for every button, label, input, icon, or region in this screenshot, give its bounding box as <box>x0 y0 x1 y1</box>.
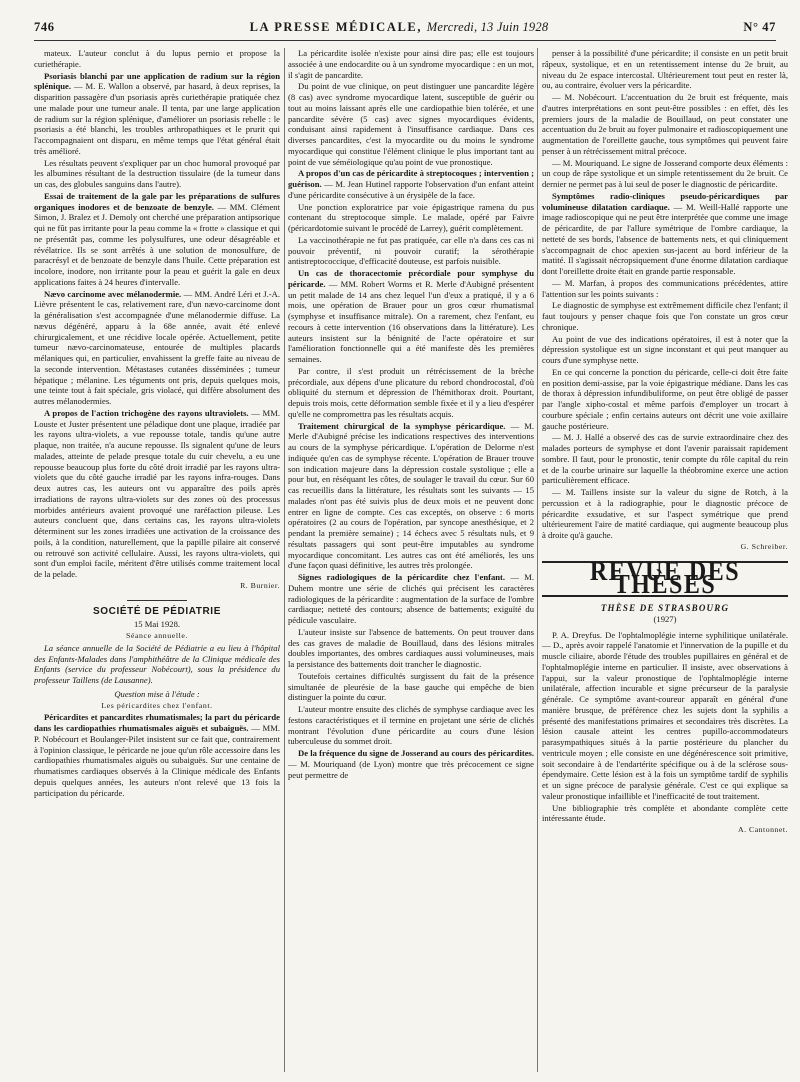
issue-date: Mercredi, 13 Juin 1928 <box>426 19 549 34</box>
article-title: Signes radiologiques de la péricardite chez l'enfant. <box>298 572 506 582</box>
paragraph: La vaccinothérapie ne fut pas pratiquée, car elle n'a dans ces cas ni pouvoir préventif, ni pouvoir curatif; la sérothérapie antistreptococcique, d'efficacité douteuse, est parfois nuisible. <box>288 234 534 267</box>
thesis-end: Une bibliographie très complète et abondante complète cette intéressante étude. <box>542 802 788 824</box>
paragraph: L'auteur montre ensuite des clichés de symphyse cardiaque avec les festons caractéristiques et il termine en projetant une série de clichés montrant l'évolution d'une péricardite au cours d'une lésion tuberculeuse du sommet droit. <box>288 704 534 747</box>
article-body: — MM. P. Nobécourt et Boulanger-Pilet insistent sur ce fait que, contrairement à l'opinion classique, le péricarde ne joue qu'un rôle accessoire dans les cardiopathies rhumatismales aiguës ou subaiguës. Sur une centaine de rhumatismes cardiaques observés à la Clinique médicale des Enfants depuis quelques années, les auteurs n'ont relevé que 13 fois la participation du péricarde. <box>34 723 280 798</box>
article-title: Essai de traitement de la gale par les préparations de sulfures organiques inodores et de benzoate de benzyle. <box>34 190 280 212</box>
article-body: — MM. André Léri et J.-A. Lièvre présentent le cas, relativement rare, d'un nævo-carcinome dont la généralisation s'est accompagnée d'une mélanodermie diffuse. La nævus dégénéré, apparu à la 68e année, avait été enlevé chirurgicalement, et une récidive locale opérée. Actuellement, petite tumeur nævo-carcinomateuse, entourée de multiples placards mélaniques qui, en particulier, envahissent la greffe faite au niveau de la seconde intervention. Métastases cutanées disséminées ; tumeur hépatique ; mélanine. Les téguments ont pris, depuis quelques mois, une teinte tout à fait spéciale, gris violacé, qui diffère absolument des autres mélanodermies. <box>34 288 280 406</box>
society-session: Séance annuelle. <box>126 631 188 640</box>
paragraph: — M. J. Hallé a observé des cas de survie extraordinaire chez des malades porteurs de symphyse et dont l'avenir paraissait rapidement sombre. Il faut, pour le pronostic, tenir compte du rôle capital du rein et de la courbe urinaire sur laquelle la théobromine exerce une action particulièrement efficace. <box>542 432 788 486</box>
article-title: De la fréquence du signe de Josserand au cours des péricardites. <box>298 748 534 758</box>
issue-number: N° 47 <box>743 19 776 34</box>
article-body: — MM. Robert Worms et R. Merle d'Aubigné présentent un petit malade de 14 ans chez lequel l'un d'eux a pratiqué, il y a 6 mois, une opération de Brauer pour un gros cœur rhumatismal (symphyse et insuffisance mitrale). On a rarement, chez l'enfant, eu recours à cette intervention (16 observations dans la littérature). Les auteurs insistent sur la bénignité de l'acte opératoire et sur l'amélioration fonctionnelle qui a été manifeste dès les premières semaines. <box>288 278 534 364</box>
paragraph: La péricardite isolée n'existe pour ainsi dire pas; elle est toujours associée à une endocardite ou à un syndrome myocardique : en un mot, il s'agit de pancardite. <box>288 48 534 80</box>
article-body: — MM. Clément Simon, J. Bralez et J. Demoly ont cherché une préparation antipsorique qui ne fût pas irritante pour la peau comme la « frotte » classique et qui ne présentât pas, comme les polysulfures, une odeur désagréable et révélatrice. Ils se sont arrêtés à une solution de monosulfure, de paracrésyl et de benzoate de benzyle dans l'huile. Cette préparation est incolore, inodore, non irritante pour la peau et guérit la gale en deux applications faites à 24 heures d'intervalle. <box>34 201 280 287</box>
article <box>34 289 280 407</box>
paragraph: Une ponction exploratrice par voie épigastrique ramena du pus contenant du streptocoque simple. Le malade, opéré par Faivre (péricardotomie suivant le procédé de Larrey), guérit complètement. <box>288 201 534 233</box>
paragraph: — M. Nobécourt. L'accentuation du 2e bruit est fréquente, mais d'autres interprétations en sont peut-être possibles : en effet, dès les premiers jours de la maladie de Bouillaud, on peut constater une accentuation du 2e bruit au foyer pulmonaire et radioscopiquement une augmentation de l'oreillette gauche, tous symptômes qui peuvent faire penser à un rétrécissement mitral précoce. <box>542 92 788 156</box>
page-number: 746 <box>34 19 55 34</box>
paragraph: L'auteur insiste sur l'absence de battements. On peut trouver dans des cas graves de maladie de Bouillaud, dans des lésions mitrales doubles importantes, des ombres cardiaques aussi volumineuses, mais la persistance des battements doit trancher le diagnostic. <box>288 626 534 669</box>
paragraph: — M. Mouriquand. Le signe de Josserand comporte deux éléments : un coup de râpe systolique et un simple retentissement du 2e bruit. Ce dernier ne permet pas à lui seul de poser le diagnostic de péricardite. <box>542 157 788 189</box>
article-title: A propos d'un cas de péricardite à streptocoques ; intervention ; guérison. <box>288 168 534 189</box>
article-title: Psoriasis blanchi par une application de radium sur la région splénique. <box>34 70 280 92</box>
article-title: Nævo carcinome avec mélanodermie. <box>44 288 182 299</box>
article-body: — M. Mouriquand (de Lyon) montre que très précocement ce signe peut permettre de <box>288 758 534 780</box>
article <box>34 191 280 288</box>
paragraph: Toutefois certaines difficultés surgissent du fait de la présence simultanée de pleurésie de la base gauche qui empêche de bien distinguer la pointe du cœur. <box>288 670 534 703</box>
journal-name: LA PRESSE MÉDICALE, <box>249 19 423 34</box>
article-title: Un cas de thoracectomie précordiale pour symphyse du péricarde. <box>288 268 534 289</box>
article <box>34 408 280 580</box>
article-title: Péricardites et pancardites rhumatismales; la part du péricarde dans les cardiopathies rhumatismales aiguës et subaiguës. <box>34 712 280 733</box>
paragraph: Au point de vue des indications opératoires, il est à noter que la dépression systolique est un signe inconstant et qui peut manquer au cours d'une symphyse nette. <box>542 333 788 365</box>
signature: G. Schreiber. <box>740 541 788 551</box>
paragraph: — M. Marfan, à propos des communications précédentes, attire l'attention sur les points suivants : <box>542 277 788 299</box>
thesis-year: (1927) <box>653 613 677 624</box>
article <box>288 748 534 780</box>
society-date: 15 Mai 1928. <box>133 619 181 630</box>
paragraph: Par contre, il s'est produit un rétrécissement de la brèche précordiale, aux dépens d'une plicature du rebord chondrocostal, d'où obliquité du sternum et dépression de l'hémithorax droit. Pourtant, depuis trois mois, cette déformation semble fixée et il y a lieu d'espérer qu'elle ne compromettra pas les résultats acquis. <box>288 365 534 419</box>
paragraph: — M. Taillens insiste sur la valeur du signe de Rotch, à la percussion et à la radiographie, pour le diagnostic précoce de péricardite exsudative, et sur l'aspect symétrique que prend ultérieurement l'aire de matité cardiaque, qui augmente beaucoup plus à droite qu'à gauche. <box>542 487 788 540</box>
article-title: Symptômes radio-cliniques pseudo-péricardiques par volumineuse dilatation cardiaque. <box>542 190 788 212</box>
column-3 <box>542 48 788 1076</box>
paragraph: Le diagnostic de symphyse est extrêmement difficile chez l'enfant; il faut toujours y penser chaque fois que l'on constate un gros cœur chronique. <box>542 300 788 332</box>
article-title: Traitement chirurgical de la symphyse péricardique. <box>298 420 506 431</box>
paragraph: penser à la possibilité d'une péricardite; il consiste en un petit bruit râpeux, systolique, et en un retentissement intense du 2e bruit, au niveau du 2e espace intercostal. Ultérieurement tout peut en rester là, ou, au contraire, évoluer vers la péricardite. <box>542 48 788 91</box>
page-header <box>34 18 776 36</box>
article-body: — M. Weill-Hallé rapporte une image radioscopique qui ne peut être interprétée que comme une image de péricardite, de par l'allure symétrique de l'ombre cardiaque, la netteté de ses bords, l'absence de battements nets, et qui cliniquement s'accompagnait de choc apexien sus-jacent au bord inférieur de la matité. Il s'agissait nécropsiquement d'une énorme dilatation cardiaque dont l'oreillette droite était en grande partie responsable. <box>542 201 788 276</box>
paragraph: mateux. L'auteur conclut à du lupus pernio et propose la curiethérapie. <box>34 48 280 69</box>
article <box>34 71 280 157</box>
society-intro: La séance annuelle de la Société de Pédiatrie a eu lieu à l'hôpital des Enfants-Malades dans l'amphithéâtre de la Clinique médicale des Enfants (service du professeur Nobécourt), sous la présidence du professeur Taillens (de Lausanne). <box>34 642 280 685</box>
thesis-heading: THÈSE DE STRASBOURG <box>600 603 730 613</box>
paragraph: Du point de vue clinique, on peut distinguer une pancardite légère (8 cas) avec syndrome myocardique latent, susceptible de guérir ou tout au moins laissant après elle une cardiopathie bien tolérée, et une pancardite sévère (5 cas) avec signes myocardiques évidents, conduisant ainsi rapidement à l'insuffisance cardiaque. Dans ces diverses pancardites, c'est la myocardite ou du moins le syndrome myocardique qui constitue l'élément clinique le plus important tant au point de vue séméiologique qu'au point de vue pronostique. <box>288 81 534 167</box>
signature: A. Cantonnet. <box>737 825 788 834</box>
signature: R. Burnier. <box>240 580 280 590</box>
article <box>288 168 534 200</box>
article <box>288 268 534 365</box>
paragraph: Les résultats peuvent s'expliquer par un choc humoral provoqué par les albumines résultant de la destruction tissulaire (de la tumeur dans un cas, des globules sanguins dans l'autre). <box>34 157 280 189</box>
article-body: — M. Duhem montre une série de clichés qui précisent les caractères radiologiques de la péricardite : augmentation de la surface de l'ombre cardiaque; netteté des contours; absence de battements; exiguïté du pédicule vasculaire. <box>288 572 534 625</box>
paragraph: En ce qui concerne la ponction du péricarde, celle-ci doit être faite en position demi-assise, par la voie épigastrique médiane. Dans les cas de thorax à dépression infundibuliforme, on peut être obligé de passer par l'angle xipho-costal et même parfois d'employer un trocart à courbure spéciale ; enfin certains auteurs ont décrit une voie axillaire gauche postérieure. <box>542 366 788 431</box>
article <box>288 572 534 626</box>
question-heading: Question mise à l'étude : <box>114 688 200 699</box>
question-subject: Les péricardites chez l'enfant. <box>101 700 213 710</box>
revue-banner <box>542 556 788 599</box>
article-title: A propos de l'action trichogène des rayons ultraviolets. <box>44 407 249 418</box>
header-rule <box>34 40 776 41</box>
article-body: — MM. Louste et Juster présentent une péladique dont une plaque, irradiée par les rayons ultra-violets, a vue repousse totale, tandis qu'une autre plaque, non traitée, n'a aucune repousse. Ils signalent qu'une de leurs malades, atteinte de pelade presque totale du cuir chevelu, a eu une repousse beaucoup plus forte du côté droit irradié par les rayons ultra-violets que du côté gauche irradié par les rayons infra-rouges. Dans deux autres cas, les auteurs ont vu apparaître des poils après irradiations de rayons ultra-violets sur des zones où des processus morbides antérieurs avaient provoqué une raréfaction pileuse. Les auteurs concluent que, dans certains cas, les rayons ultra-violets déterminent sur les zones irradiées une activation de la croissance des poils, à la condition, naturellement, que la papille pilaire ait conservé ou retrouvé son activité cellulaire. Aussi, les rayons ultra-violets, qui sont d'un emploi facile, méritent d'être utilisés comme traitement local de la pelade. <box>34 407 280 579</box>
thesis-body: P. A. Dreyfus. De l'ophtalmoplégie interne syphilitique unilatérale. — D., après avoir rappelé l'anatomie et l'innervation de la pupille et du muscle ciliaire, aborde l'étude des troubles pupillaires en général et de l'ophtalmoplégie interne en particulier. Il insiste, avec observations à l'appui, sur la valeur pronostique de l'ophtalmoplégie interne unilatérale, affection incurable et signe précurseur de la paralysie générale. Ce symptôme avant-coureur apparaît en général d'une manière brusque, de préférence chez les sujets dont la syphilis a présenté des manifestations primaires et secondaires très discrètes. La lésion causale atteint les centres pupillo-accommodateurs parasympathiques situés à la partie postérieure du plancher du ventricule moyen ; elle consiste en une dégénérescence soit primitive, soit secondaire à de l'endartérite spécifique ou à de la sclérose sous-épendymaire. Cette lésion est à la fois un symptôme tardif de syphilis et un signe précoce de paralysie générale. C'est ce qui explique sa valeur pronostique infaillible et l'inefficacité de tout traitement. <box>542 629 788 801</box>
article <box>288 421 534 572</box>
column-2 <box>288 48 534 1076</box>
column-divider <box>537 48 538 1072</box>
article-body: — M. Merle d'Aubigné précise les indications respectives des interventions au cours de la symphyse péricardique. L'opération de Delorme n'est indiquée qu'en cas de symphyse récente. L'opération de Brauer trouve son indication majeure dans la dépression costale systolique ; elle a pour but, en réséquant les côtes, de soulager le travail du cœur. Sur 60 cas recueillis dans la littérature, les résultats sont les suivants — 15 malades n'ont pas été suivis plus de deux mois et ne peuvent donc entrer en ligne de compte. Ces cas exceptés, on observe : 6 morts opératoires (2 au cours de l'opération, par syncope anesthésique, et 2 pendant la première semaine) ; 14 échecs avec 5 résultats nuls, et 9 résultats passagers qui sont peut-être imputables au syndrome myocardique concomitant. Les autres cas ont été améliorés, les uns d'une façon quasi définitive, les autres très prolongée. <box>288 420 534 571</box>
article-body: — M. Jean Hutinel rapporte l'observation d'un enfant atteint d'une péricardite consécutive à un érysipèle de la face. <box>288 179 534 200</box>
column-divider <box>284 48 285 1072</box>
revue-title: REVUE DES THÈSES <box>589 556 741 599</box>
article <box>542 191 788 277</box>
article-body: — M. E. Wallon a observé, par hasard, à deux reprises, la disparition passagère d'un psoriasis après curiethérapie pratiquée chez une malade pour une tumeur anale. Il tenta, par une large application de radium sur la région splénique, d'améliorer un psoriasis rebelle : le psoriasis a été blanchi, les troubles arthropathiques et le prurit qui l'accompagnaient ont disparu, en même temps que l'état général était très amélioré. <box>34 81 280 156</box>
section-rule <box>127 600 187 601</box>
article <box>34 712 280 798</box>
society-title: SOCIÉTÉ DE PÉDIATRIE <box>93 605 221 617</box>
column-1 <box>34 48 280 1076</box>
journal-title <box>250 20 549 35</box>
